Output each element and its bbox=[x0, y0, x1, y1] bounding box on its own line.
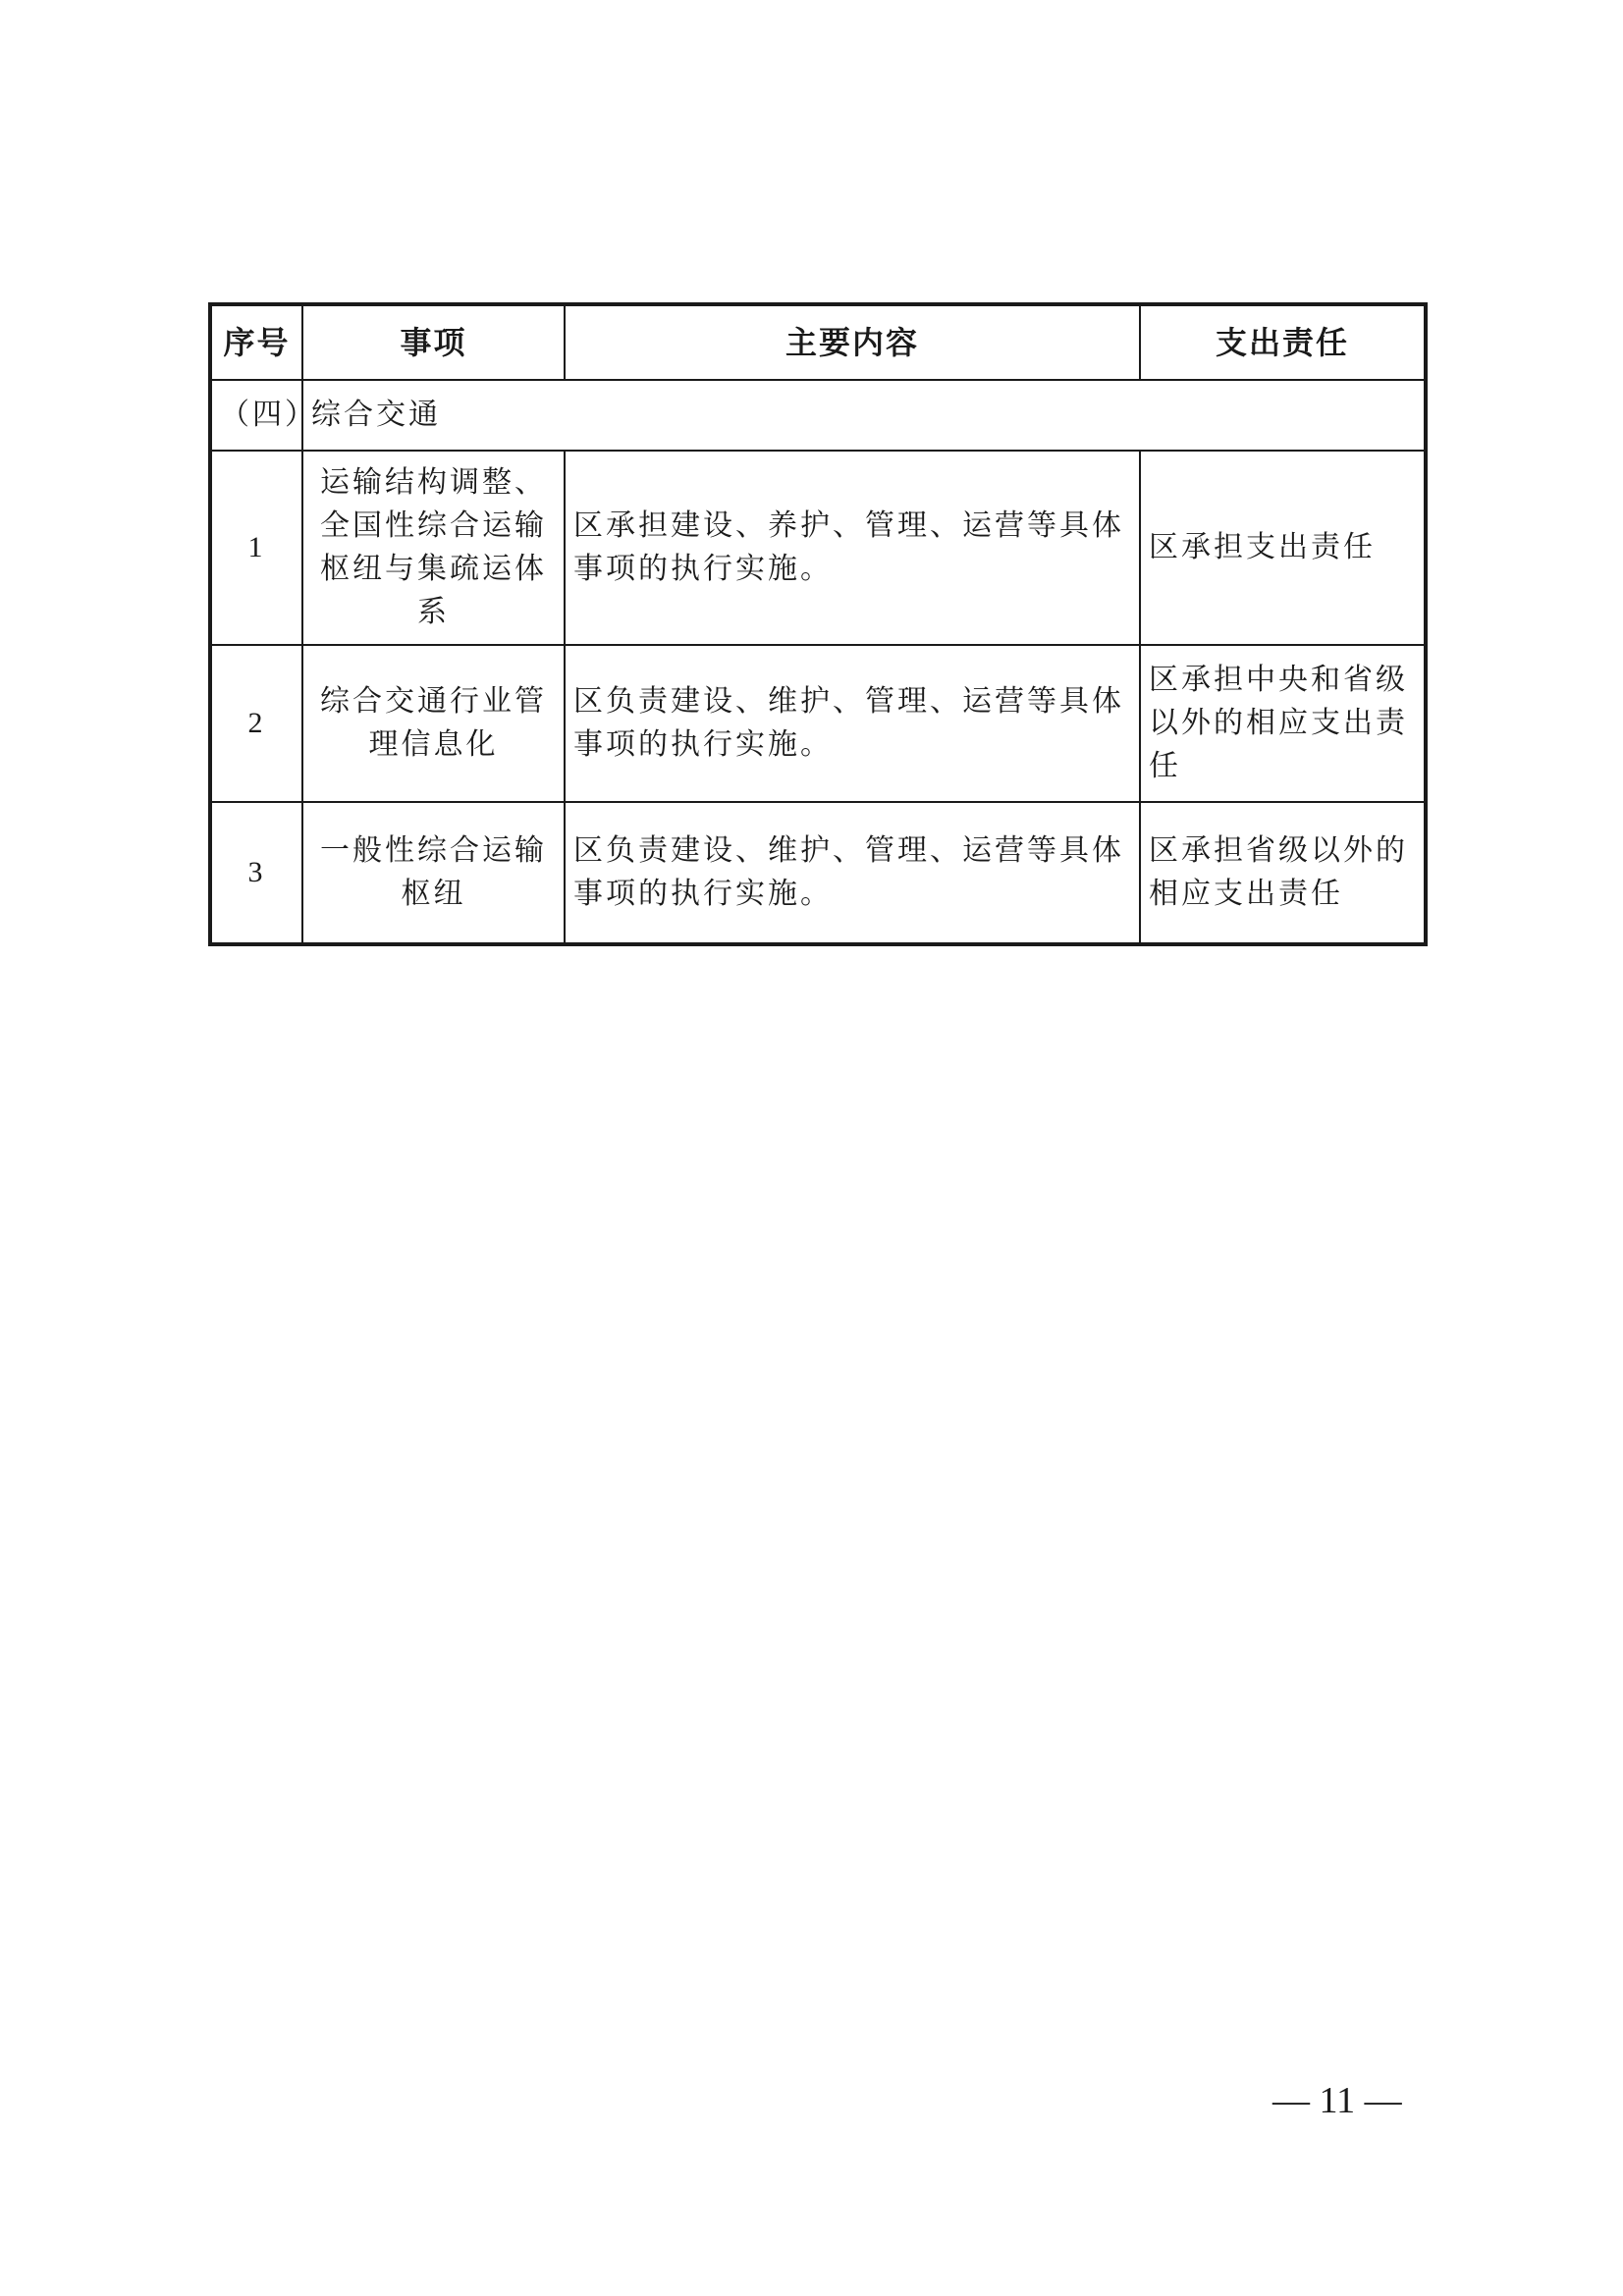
row-item: 运输结构调整、全国性综合运输枢纽与集疏运体系 bbox=[302, 451, 565, 645]
row-number: 3 bbox=[210, 802, 302, 944]
header-no: 序号 bbox=[210, 304, 302, 380]
row-content: 区承担建设、养护、管理、运营等具体事项的执行实施。 bbox=[565, 451, 1140, 645]
responsibility-table bbox=[208, 302, 1428, 946]
table-row bbox=[210, 451, 1426, 645]
row-content: 区负责建设、维护、管理、运营等具体事项的执行实施。 bbox=[565, 802, 1140, 944]
row-number: 1 bbox=[210, 451, 302, 645]
row-responsibility: 区承担支出责任 bbox=[1140, 451, 1426, 645]
row-item: 一般性综合运输枢纽 bbox=[302, 802, 565, 944]
section-number: （四） bbox=[210, 380, 302, 451]
header-content: 主要内容 bbox=[565, 304, 1140, 380]
table-row bbox=[210, 645, 1426, 802]
row-number: 2 bbox=[210, 645, 302, 802]
section-title: 综合交通 bbox=[302, 380, 1426, 451]
table-header-row bbox=[210, 304, 1426, 380]
page-number: — 11 — bbox=[1272, 2080, 1402, 2121]
section-row bbox=[210, 380, 1426, 451]
row-content: 区负责建设、维护、管理、运营等具体事项的执行实施。 bbox=[565, 645, 1140, 802]
header-responsibility: 支出责任 bbox=[1140, 304, 1426, 380]
table-row bbox=[210, 802, 1426, 944]
row-responsibility: 区承担省级以外的相应支出责任 bbox=[1140, 802, 1426, 944]
row-item: 综合交通行业管理信息化 bbox=[302, 645, 565, 802]
header-item: 事项 bbox=[302, 304, 565, 380]
row-responsibility: 区承担中央和省级以外的相应支出责任 bbox=[1140, 645, 1426, 802]
